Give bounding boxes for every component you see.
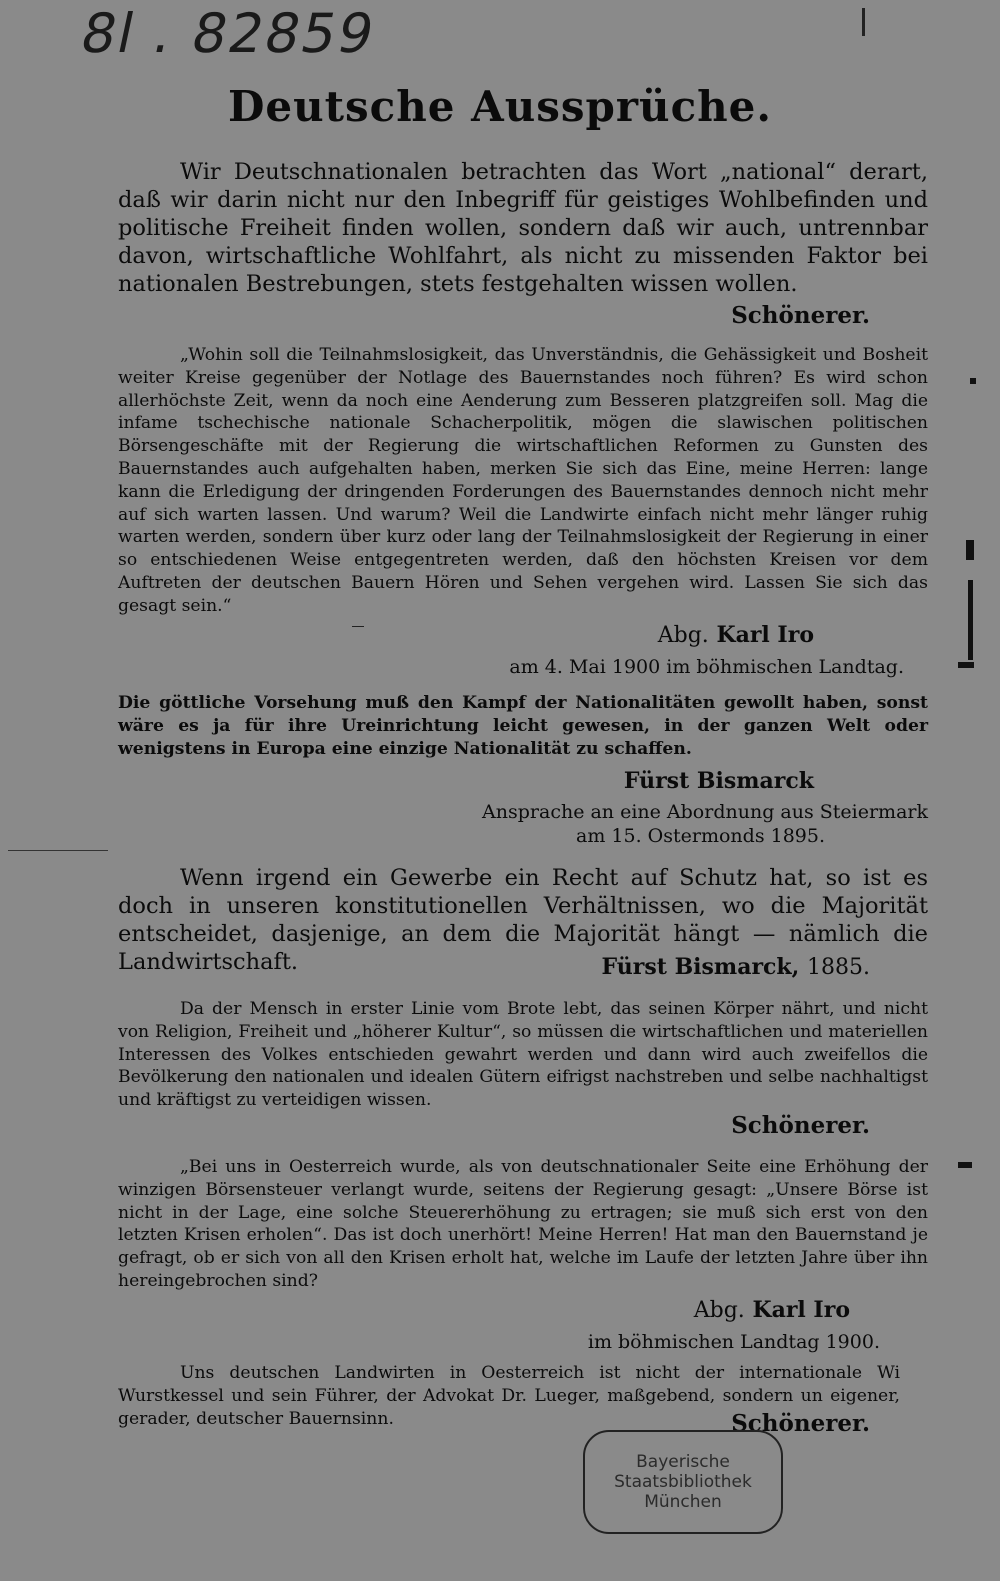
quote-schoenerer-3: Uns deutschen Landwirten in Oesterreich ist nicht der internationale Wi Wurstkessel und sein Führer, der Advokat Dr. Lueger, maßgebend, sondern un eigener, gerader, deutscher Bauernsinn. — [118, 1363, 900, 1429]
quote-iro-1: „Wohin soll die Teilnahmslosigkeit, das Unverständnis, die Gehässigkeit und Bosheit weiter Kreise gegenüber der Notlage des Bauernstandes noch führen? Es wird schon allerhöchste Zeit, wenn da noch eine Aenderung zum Besseren platzgreifen soll. Mag die infame tschechische nationale Schacherpolitik, mögen die slawischen politischen Börsengeschäfte mit der Regierung die wirtschaftlichen Reformen zu Gunsten des Bauernstandes auch aufgehalten haben, merken Sie sich das Eine, meine Herren: lange kann die Erledigung der dringenden Forderungen des Bauernstandes dennoch nicht mehr auf sich warten lassen. Und warum? Weil die Landwirte einfach nicht mehr länger ruhig warten werden, sondern über kurz oder lang der Teilnahmslosigkeit der Regierung in einer so entschiedenen Weise entgegentreten werden, daß den höchsten Kreisen vor dem Auftreten der deutschen Bauern Hören und Sehen vergehen wird. Lassen Sie sich das gesagt sein.“ — [118, 345, 928, 616]
signature-prefix: Abg. — [657, 623, 709, 648]
margin-mark — [958, 662, 974, 668]
signature-iro-1 — [658, 622, 814, 648]
signature-schoenerer-1: Schönerer. — [731, 302, 870, 329]
signature-year: 1885. — [807, 955, 870, 980]
handwritten-shelfmark: 8l . 82859 — [75, 2, 382, 65]
margin-mark — [970, 378, 976, 384]
margin-mark — [958, 1162, 972, 1168]
note-iro-1: am 4. Mai 1900 im böhmischen Landtag. — [509, 656, 904, 678]
divider-dash — [352, 626, 364, 627]
margin-mark — [968, 580, 973, 660]
note-bismarck-1a: Ansprache an eine Abordnung aus Steiermark — [482, 801, 928, 823]
note-iro-2: im böhmischen Landtag 1900. — [587, 1331, 880, 1353]
signature-schoenerer-2: Schönerer. — [731, 1112, 870, 1139]
signature-name: Karl Iro — [752, 1297, 850, 1323]
quote-iro-2: „Bei uns in Oesterreich wurde, als von deutschnationaler Seite eine Erhöhung der winzigen Börsensteuer verlangt wurde, seitens der Regierung gesagt: „Unsere Börse ist nicht in der Lage, eine solche Steuererhöhung zu ertragen; sie muß sich erst von den letzten Krisen erholen“. Das ist doch unerhört! Meine Herren! Hat man den Bauernstand je gefragt, ob er sich von all den Krisen erholt hat, welche im Laufe der letzten Jahre über ihn hereingebrochen sind? — [118, 1157, 928, 1291]
signature-iro-2 — [694, 1297, 850, 1323]
stamp-line-2: Staatsbibliothek — [614, 1472, 752, 1492]
quote-bismarck-2: Wenn irgend ein Gewerbe ein Recht auf Schutz hat, so ist es doch in unseren konstitutionellen Verhältnissen, wo die Majorität entscheidet, dasjenige, an dem die Majorität hängt — nämlich die Landwirtschaft. — [118, 865, 928, 975]
signature-schoenerer-3: Schönerer. — [731, 1410, 870, 1437]
note-bismarck-1b: am 15. Ostermonds 1895. — [576, 825, 825, 847]
library-stamp — [583, 1430, 783, 1534]
pencil-mark — [862, 8, 865, 36]
quote-schoenerer-1: Wir Deutschnationalen betrachten das Wort „national“ derart, daß wir darin nicht nur den Inbegriff für geistiges Wohlbefinden und politische Freiheit finden wollen, sondern daß wir auch, untrennbar davon, wirtschaftliche Wohlfahrt, als nicht zu missenden Faktor bei nationalen Bestrebungen, stets festgehalten wissen wollen. — [118, 159, 928, 297]
stamp-line-3: München — [644, 1492, 722, 1512]
signature-prefix: Abg. — [693, 1298, 745, 1323]
page-title: Deutsche Aussprüche. — [227, 82, 773, 131]
stamp-line-1: Bayerische — [636, 1452, 730, 1472]
signature-name: Fürst Bismarck, — [601, 954, 800, 980]
margin-dash — [8, 850, 108, 851]
margin-mark — [966, 540, 974, 560]
quote-schoenerer-2: Da der Mensch in erster Linie vom Brote lebt, das seinen Körper nährt, und nicht von Religion, Freiheit und „höherer Kultur“, so müssen die wirtschaftlichen und materiellen Interessen des Volkes entschieden gewahrt werden und dann wird auch zweifellos die Bevölkerung den nationalen und idealen Gütern eifrigst nachstreben und selbe nachhaltigst und kräftigst zu verteidigen wissen. — [118, 999, 928, 1111]
signature-bismarck-2 — [602, 954, 870, 980]
signature-name: Karl Iro — [716, 622, 814, 648]
signature-bismarck-1: Fürst Bismarck — [623, 768, 814, 794]
quote-bismarck-1: Die göttliche Vorsehung muß den Kampf der Nationalitäten gewollt haben, sonst wäre es ja für ihre Ureinrichtung leicht gewesen, in der ganzen Welt oder wenigstens in Europa eine einzige Nationalität zu schaffen. — [118, 693, 928, 759]
